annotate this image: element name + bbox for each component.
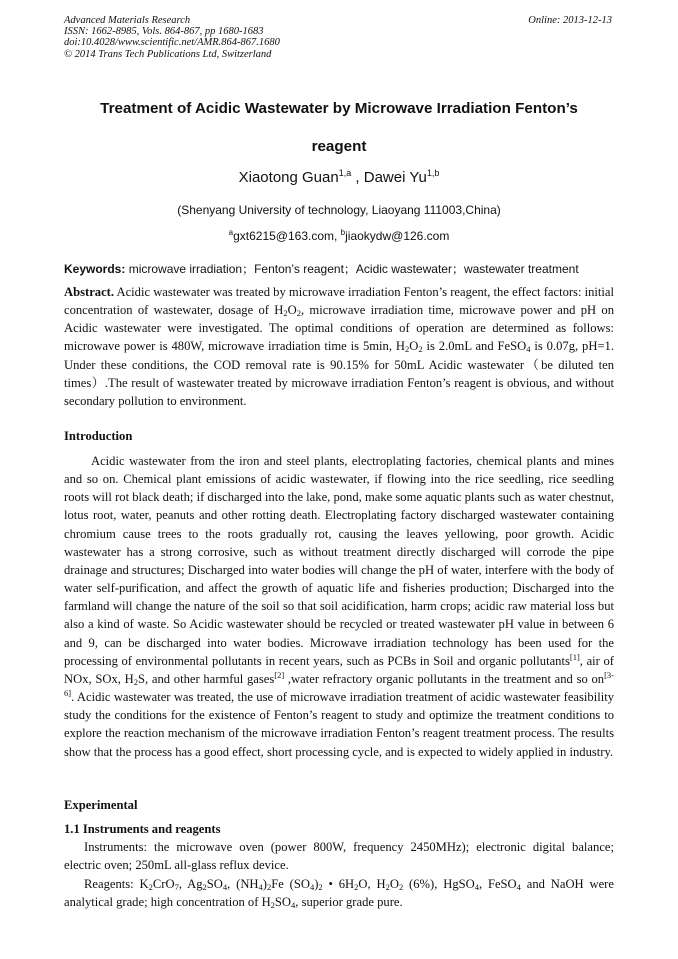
reagent-text: CrO <box>152 877 175 891</box>
title-line-2: reagent <box>311 138 367 155</box>
reagent-text: ) <box>262 877 267 891</box>
instruments-paragraph: Instruments: the microwave oven (power 800W, frequency 2450MHz); electronic digital balance; electric oven; 250mL all-glass reflux device. <box>64 840 614 873</box>
author-2: Dawei Yu <box>363 169 427 186</box>
reagent-text: (6%), HgSO <box>403 877 475 891</box>
subscript: 2 <box>133 676 138 687</box>
author-1-affil: 1,a <box>338 168 352 178</box>
reagents-paragraph <box>64 875 614 911</box>
subscript: 2 <box>385 882 390 892</box>
section-heading-experimental: Experimental <box>64 798 138 812</box>
reagent-text: , superior grade pure. <box>295 895 403 910</box>
subscript: 7 <box>174 882 179 892</box>
issn-line: ISSN: 1662-8985, Vols. 864-867, pp 1680-1683 <box>64 26 264 38</box>
citation-ref[interactable]: [3-6] <box>64 669 615 699</box>
reagent-text: O <box>389 877 399 891</box>
abstract-text: O <box>409 339 419 354</box>
subscript: 2 <box>270 900 275 911</box>
abstract <box>64 283 614 410</box>
section-heading-introduction: Introduction <box>64 429 133 443</box>
subscript: 2 <box>418 344 423 355</box>
author-1: Xiaotong Guan <box>238 169 339 186</box>
subscript: 2 <box>354 882 359 892</box>
abstract-text: , microwave irradiation time, microwave power and pH on Acidic wastewater were investigated. The optimal conditions of operation are determined as follows: microwave power is 480W, microwave irradiation time is 5min, H <box>64 303 615 354</box>
citation-ref[interactable]: [2] <box>274 669 285 680</box>
subscript: 2 <box>404 344 410 355</box>
intro-text: S, and other harmful gases <box>137 671 275 686</box>
paper-title <box>64 90 614 166</box>
abstract-label: Abstract. <box>64 285 115 299</box>
email-b: jiaokydw@126.com <box>345 229 450 243</box>
citation-ref[interactable]: [1] <box>569 651 580 662</box>
abstract-text: O <box>287 303 297 318</box>
introduction-paragraph <box>64 452 614 761</box>
journal-name: Advanced Materials Research <box>64 15 191 26</box>
doi-line: doi:10.4028/www.scientific.net/AMR.864-867.1680 <box>64 37 280 49</box>
subscript: 2 <box>318 882 323 892</box>
reagent-text: SO <box>274 895 292 910</box>
subscript: 4 <box>258 882 263 892</box>
intro-text: . Acidic wastewater was treated, the use of microwave irradiation treatment of acidic wastewater feasibility study the conditions for the existence of Fenton’s reagent to study and optimize the treatment conditions to explore the reaction mechanism of the microwave irradiation Fenton’s reagent treatment process. The results show that the process has a good effect, short processing cycle, and is expected to widely applied in industry. <box>64 690 614 759</box>
subscript: 2 <box>296 308 301 319</box>
subscript: 4 <box>526 344 531 355</box>
subscript: 2 <box>283 308 288 319</box>
reagent-text: , (NH <box>227 877 259 891</box>
keywords <box>64 260 614 277</box>
reagent-text: • 6H <box>322 877 355 891</box>
reagent-text: , Ag <box>178 877 203 891</box>
reagent-text: SO <box>206 877 223 891</box>
intro-text: Acidic wastewater from the iron and steel plants, electroplating factories, chemical plants and mines and so on. Chemical plant emissions of acidic wastewater, if flowing into the rice seedling, rice seedling roots will rot black death; if discharged into the lake, pond, make some aquatic plants such as water chestnut, lotus root, water, peanuts and other rotting death. Electroplating factory discharged wastewater containing chromium cause trees to the roots gradually rot, causing the leaves yellowing, poor growth. Acidic wastewater has a strong corrosive, such as without treatment directly discharged will corrode the pipe drainage and structures; Discharged into water bodies will change the pH of water, interfere with the body of water self-purification, and affect the growth of aquatic life and fisheries production; Discharged into the farmland will change the nature of the soil so that soil acidification, harm crops; acidic raw material loss but also a kind of waste. So Acidic wastewater should be recycled or treated wastewater pH value in between 6 and 9, can be discharged into water bodies. Microwave irradiation technology has been used for the processing of environmental pollutants in recent years, such as PCBs in Soil and organic pollutants <box>64 454 614 668</box>
subscript: 4 <box>474 882 479 892</box>
subscript: 4 <box>222 882 228 892</box>
author-2-affil: 1,b <box>426 168 440 178</box>
subscript: 4 <box>309 882 315 892</box>
subscript: 2 <box>266 882 272 892</box>
journal-header <box>64 15 280 60</box>
title-line-1: Treatment of Acidic Wastewater by Microwave Irradiation Fenton’s <box>100 100 578 117</box>
reagent-text: ) <box>314 877 319 891</box>
author-emails <box>64 228 614 243</box>
reagent-text: Reagents: K <box>84 877 149 891</box>
email-b-marker: b <box>340 228 346 237</box>
online-date: Online: 2013-12-13 <box>528 15 612 26</box>
keywords-label: Keywords: <box>64 262 126 276</box>
email-a: gxt6215@163.com, <box>233 229 341 243</box>
affiliation: (Shenyang University of technology, Liaoyang 111003,China) <box>177 203 501 217</box>
subscript: 2 <box>202 882 207 892</box>
reagent-text: Fe (SO <box>271 877 310 891</box>
keywords-text: microwave irradiation；Fenton’s reagent；Acidic wastewater；wastewater treatment <box>125 262 579 276</box>
author-separator: , <box>351 169 364 186</box>
intro-text: , air of NOx, SOx, H <box>64 653 614 686</box>
subsection-heading: 1.1 Instruments and reagents <box>64 822 221 836</box>
intro-text: ,water refractory organic pollutants in the treatment and so on <box>284 671 605 686</box>
abstract-text: is 2.0mL and FeSO <box>422 339 527 354</box>
subscript: 2 <box>398 882 404 892</box>
subscript: 4 <box>516 882 521 892</box>
reagent-text: and NaOH were analytical grade; high concentration of H <box>64 877 614 910</box>
abstract-text: Acidic wastewater was treated by microwave irradiation Fenton’s reagent, the effect factors: initial concentration of wastewater, dosage of H <box>64 285 614 318</box>
subscript: 2 <box>148 882 153 892</box>
abstract-text: is 0.07g, pH=1. Under these conditions, the COD removal rate is 90.15% for 50mL Acidic wastewater（be diluted ten times）.The result of wastewater treated by microwave irradiation Fenton’s reagent is obvious, and without secondary pollution to environment. <box>64 339 614 408</box>
email-a-marker: a <box>228 228 234 237</box>
copyright-line: © 2014 Trans Tech Publications Ltd, Switzerland <box>64 48 272 60</box>
reagent-text: , FeSO <box>478 877 517 891</box>
reagent-text: O, H <box>358 877 386 891</box>
subscript: 4 <box>291 900 296 911</box>
author-list <box>64 168 614 186</box>
